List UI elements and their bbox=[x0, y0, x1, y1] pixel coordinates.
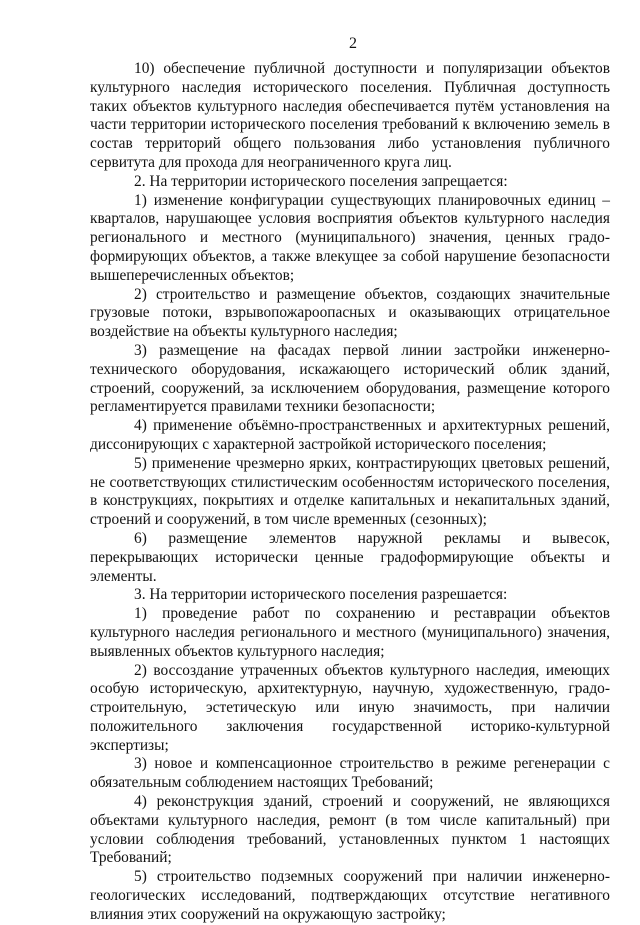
prohibition-item-5: 5) применение чрезмерно ярких, контрастирующих цветовых решений, не соответствующих стилистическим особенностям исторического поселения, в конструкциях, покрытиях и отделке капитальных и некапитальных зданий, строений и сооружений, в том числе временных (сезонных); bbox=[90, 454, 610, 529]
prohibition-item-4: 4) применение объёмно-пространственных и архитектурных решений, диссонирующих с характерной застройкой исторического поселения; bbox=[90, 417, 610, 453]
permission-item-3: 3) новое и компенсационное строительство в режиме регенерации с обязательным соблюдением настоящих Требований; bbox=[90, 755, 610, 792]
page-number: 2 bbox=[349, 35, 357, 52]
section-3-heading: 3. На территории исторического поселения разрешается: bbox=[134, 586, 508, 604]
prohibition-item-2: 2) строительство и размещение объектов, создающих значительные грузовые потоки, взрывопожароопасных и оказывающих отрицательное воздействие на объекты культурного наследия; bbox=[90, 285, 610, 341]
prohibition-item-6: 6) размещение элементов наружной рекламы и вывесок, перекрывающих исторически ценные градоформирующие объекты и элементы. bbox=[90, 529, 610, 585]
permission-item-5: 5) строительство подземных сооружений при наличии инженерно-геологических исследований, подтверждающих отсутствие негативного влияния этих сооружений на окружающую застройку; bbox=[90, 868, 610, 923]
permission-item-2: 2) воссоздание утраченных объектов культурного наследия, имеющих особую историческую, архитектурную, научную, художественную, градостроительную, эстетическую или иную значимость, при наличии положительного заключения государственной историко-культурной экспертизы; bbox=[90, 661, 610, 754]
permission-item-4: 4) реконструкция зданий, строений и сооружений, не являющихся объектами культурного наследия, ремонт (в том числе капитальный) при условии соблюдения требований, установленных пунктом 1 настоящих Требований; bbox=[90, 793, 610, 867]
prohibition-item-1: 1) изменение конфигурации существующих планировочных единиц – кварталов, нарушающее условия восприятия объектов культурного наследия регионального и местного (муниципального) значения, ценных градоформирующих объектов, а также влекущее за собой нарушение безопасности вышеперечисленных объектов; bbox=[90, 191, 610, 284]
prohibition-item-3: 3) размещение на фасадах первой линии застройки инженерно-технического оборудования, искажающего исторический облик зданий, строений, сооружений, за исключением оборудования, размещение которого регламентируется правилами техники безопасности; bbox=[90, 341, 610, 416]
permission-item-1: 1) проведение работ по сохранению и реставрации объектов культурного наследия регионального и местного (муниципального) значения, выявленных объектов культурного наследия; bbox=[90, 605, 610, 660]
section-2-heading: 2. На территории исторического поселения запрещается: bbox=[134, 172, 508, 190]
paragraph-item-10: 10) обеспечение публичной доступности и популяризации объектов культурного наследия исторического поселения. Публичная доступность таких объектов культурного наследия обеспечивается путём установления на части территории исторического поселения требований к включению земель в состав территорий общего пользования либо установления публичного сервитута для прохода для неограниченного круга лиц. bbox=[90, 60, 610, 171]
